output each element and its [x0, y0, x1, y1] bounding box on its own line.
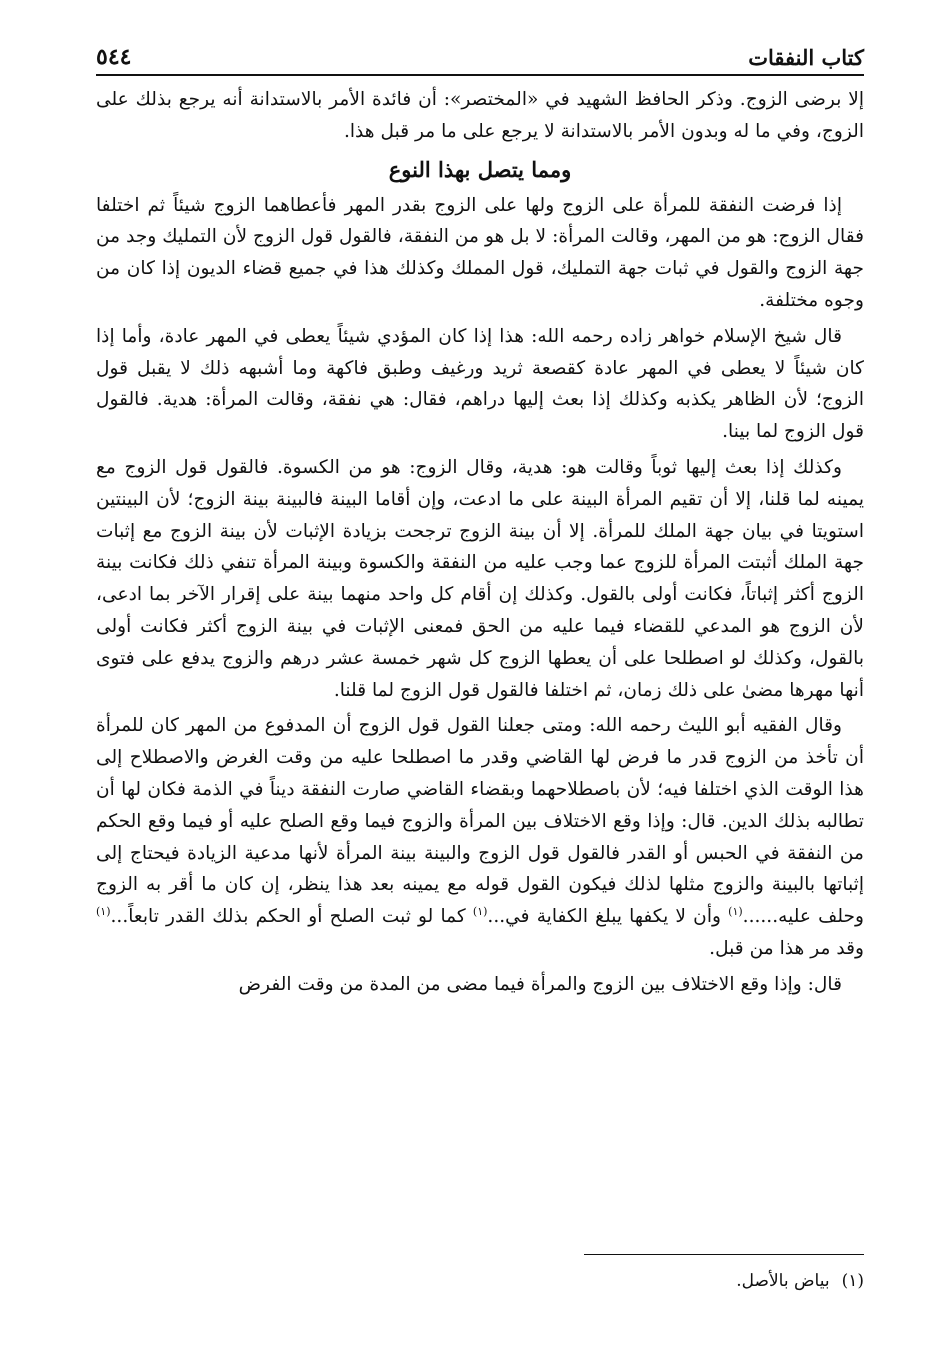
footnote-ref-2: (١) — [472, 904, 488, 918]
footnote-divider — [584, 1254, 864, 1255]
paragraph-4-part-3: كما لو ثبت الصلح أو الحكم بذلك القدر تابعاً... — [110, 906, 473, 928]
paragraph-4-part-2: وأن لا يكفها يبلغ الكفاية في... — [487, 906, 729, 928]
paragraph-3: وكذلك إذا بعث إليها ثوباً وقالت هو: هدية، وقال الزوج: هو من الكسوة. فالقول قول الزوج مع يمينه لما قلنا، إلا أن تقيم المرأة البينة على ما ادعت، وإن أقاما البينة فالبينة بينة الزوج؛ لأن البينتين استويتا في بيان جهة الملك للمرأة. إلا أن بينة الزوج ترجحت بزيادة الإثبات لأن بينة الزوج مع إثبات جهة الملك أثبتت المرأة للزوج عما وجب عليه من النفقة والكسوة وبينة المرأة تنفي ذلك فكانت بينة الزوج أكثر إثباتاً، فكانت أولى بالقول. وكذلك إن أقام كل واحد منهما بينة على إقرار الآخر بما ادعى، لأن الزوج هو المدعي للقضاء فيما عليه من الحق فمعنى الإثبات في بينة الزوج أكثر فكانت أولى بالقول، وكذلك لو اصطلحا على أن يعطها الزوج كل شهر خمسة عشر درهم والزوج يدفع على فتوى أنها مهرها مضىٰ على ذلك زمان، ثم اختلفا فالقول قول الزوج لما قلنا. — [96, 456, 864, 701]
footnote-text: بياض بالأصل. — [736, 1271, 830, 1291]
page-header — [96, 30, 864, 76]
footnote — [736, 1268, 864, 1294]
footnote-number: (١) — [841, 1271, 864, 1291]
book-title: كتاب النفقات — [748, 45, 864, 70]
section-heading: ومما يتصل بهذا النوع — [388, 156, 572, 182]
paragraph-4 — [96, 710, 864, 964]
paragraph-5: قال: وإذا وقع الاختلاف بين الزوج والمرأة فيما مضى من المدة من وقت الفرض — [238, 973, 842, 995]
paragraph-4-part-4: وقد مر هذا من قبل. — [709, 937, 864, 959]
paragraph-4-part-1: وقال الفقيه أبو الليث رحمه الله: ومتى جعلنا القول قول الزوج أن المدفوع من المهر كان للمرأة أن تأخذ من الزوج قدر ما فرض لها القاضي وقدر ما اصطلحا عليه من وقت الغرض والاصطلاح إلى هذا الوقت الذي اختلفا فيه؛ لأن باصطلاحهما وبقضاء القاضي صارت النفقة ديناً في الذمة فكان لها أن تطالبه بذلك الدين. قال: وإذا وقع الاختلاف بين المرأة والزوج فيما وقع الصلح عليه أو فيما وقع الحكم من النفقة في الحبس أو القدر فالقول قول الزوج والبينة بينة المرأة لأنها مدعية الزيادة فيحتاج إلى إثباتها بالبينة والزوج مثلها لذلك فيكون القول قوله مع يمينه بعد هذا ينظر، إن كان ما أقر به الزوج وحلف عليه...... — [96, 715, 864, 928]
footnote-ref-1: (١) — [728, 904, 743, 918]
page-body — [96, 84, 864, 1001]
intro-paragraph: إلا برضى الزوج. وذكر الحافظ الشهيد في «المختصر»: أن فائدة الأمر بالاستدانة أنه يرجع بذلك على الزوج، وفي ما له وبدون الأمر بالاستدانة لا يرجع على ما مر قبل هذا. — [96, 89, 864, 142]
paragraph-1: إذا فرضت النفقة للمرأة على الزوج ولها على الزوج بقدر المهر فأعطاهما الزوج شيئاً ثم اختلفا فقال الزوج: هو من المهر، وقالت المرأة: لا بل هو من النفقة، فالقول قول الزوج لأن التمليك وجد من جهة الزوج والقول في ثبات جهة التمليك، قول المملك وكذلك هذا في جميع قضاء الديون إذا كان من وجوه مختلفة. — [96, 194, 864, 311]
footnote-ref-3: (١) — [96, 904, 111, 918]
document-page — [96, 30, 864, 1340]
paragraph-2: قال شيخ الإسلام خواهر زاده رحمه الله: هذا إذا كان المؤدي شيئاً يعطى في المهر عادة، وأما إذا كان شيئاً لا يعطى في المهر عادة كقصعة ثريد ورغيف وطبق فاكهة وما أشبهه ذلك لا يقبل قول الزوج؛ لأن الظاهر يكذبه وكذلك إذا بعث إليها دراهم، فقال: هي نفقة، وقالت المرأة: هدية. فالقول قول الزوج لما بينا. — [96, 325, 864, 443]
page-number: ٥٤٤ — [96, 44, 132, 70]
